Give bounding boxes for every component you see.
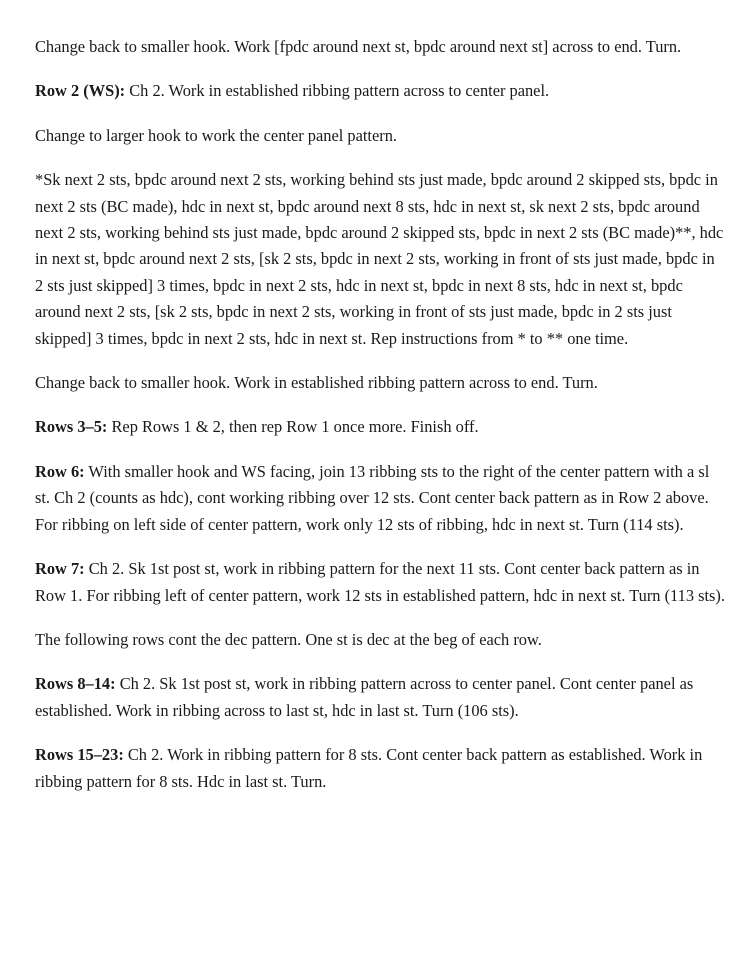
paragraph-dec-pattern-note: The following rows cont the dec pattern. One st is dec at the beg of each row. [35,629,542,649]
row-heading: Rows 8–14: [35,674,116,694]
document-page [35,34,725,813]
paragraph-row-7: Row 7: Ch 2. Sk 1st post st, work in ribbing pattern for the next 11 sts. Cont center back pattern as in Row 1. For ribbing left of center pattern, work 12 sts in established pattern, hdc in next st. Turn (113 sts). [35,559,725,605]
paragraph-row-6: Row 6: With smaller hook and WS facing, join 13 ribbing sts to the right of the center pattern with a sl st. Ch 2 (counts as hdc), cont working ribbing over 12 sts. Cont center back pattern as in Row 2 above. For ribbing on left side of center pattern, work only 12 sts of ribbing, hdc in next st. Turn (114 sts). [35,461,710,534]
paragraph-rows-3-5: Rows 3–5: Rep Rows 1 & 2, then rep Row 1 once more. Finish off. [35,417,479,437]
paragraph-rows-8-14: Rows 8–14: Ch 2. Sk 1st post st, work in ribbing pattern across to center panel. Cont center panel as established. Work in ribbing across to last st, hdc in last st. Turn (106 sts). [35,674,694,720]
row-heading: Row 7: [35,559,85,579]
row-heading: Row 2 (WS): [35,81,126,101]
paragraph-change-back-smaller-hook: Change back to smaller hook. Work in established ribbing pattern across to end. Turn. [35,373,598,393]
paragraph-change-larger-hook: Change to larger hook to work the center panel pattern. [35,125,397,145]
paragraph-center-panel-pattern: *Sk next 2 sts, bpdc around next 2 sts, working behind sts just made, bpdc around 2 skipped sts, bpdc in next 2 sts (BC made), hdc in next st, bpdc around next 8 sts, hdc in next st, sk next 2 sts, bpdc around next 2 sts, working behind sts just made, bpdc around 2 skipped sts, bpdc in next 2 sts (BC made)**, hdc in next st, bpdc around next 2 sts, [sk 2 sts, bpdc in next 2 sts, working in front of sts just made, bpdc in 2 sts just skipped] 3 times, bpdc in next 2 sts, hdc in next st, bpdc in next 8 sts, hdc in next st, bpdc around next 2 sts, [sk 2 sts, bpdc in next 2 sts, working in front of sts just made, bpdc in 2 sts just skipped] 3 times, bpdc in next 2 sts, hdc in next st. Rep instructions from * to ** one time. [35,170,724,348]
paragraph-row-2: Row 2 (WS): Ch 2. Work in established ribbing pattern across to center panel. [35,81,550,101]
row-heading: Rows 15–23: [35,745,124,765]
row-heading: Row 6: [35,461,85,481]
row-heading: Rows 3–5: [35,417,108,437]
paragraph-change-smaller-hook: Change back to smaller hook. Work [fpdc around next st, bpdc around next st] across to end. Turn. [35,37,682,56]
paragraph-rows-15-23: Rows 15–23: Ch 2. Work in ribbing pattern for 8 sts. Cont center back pattern as established. Work in ribbing pattern for 8 sts. Hdc in last st. Turn. [35,745,703,791]
